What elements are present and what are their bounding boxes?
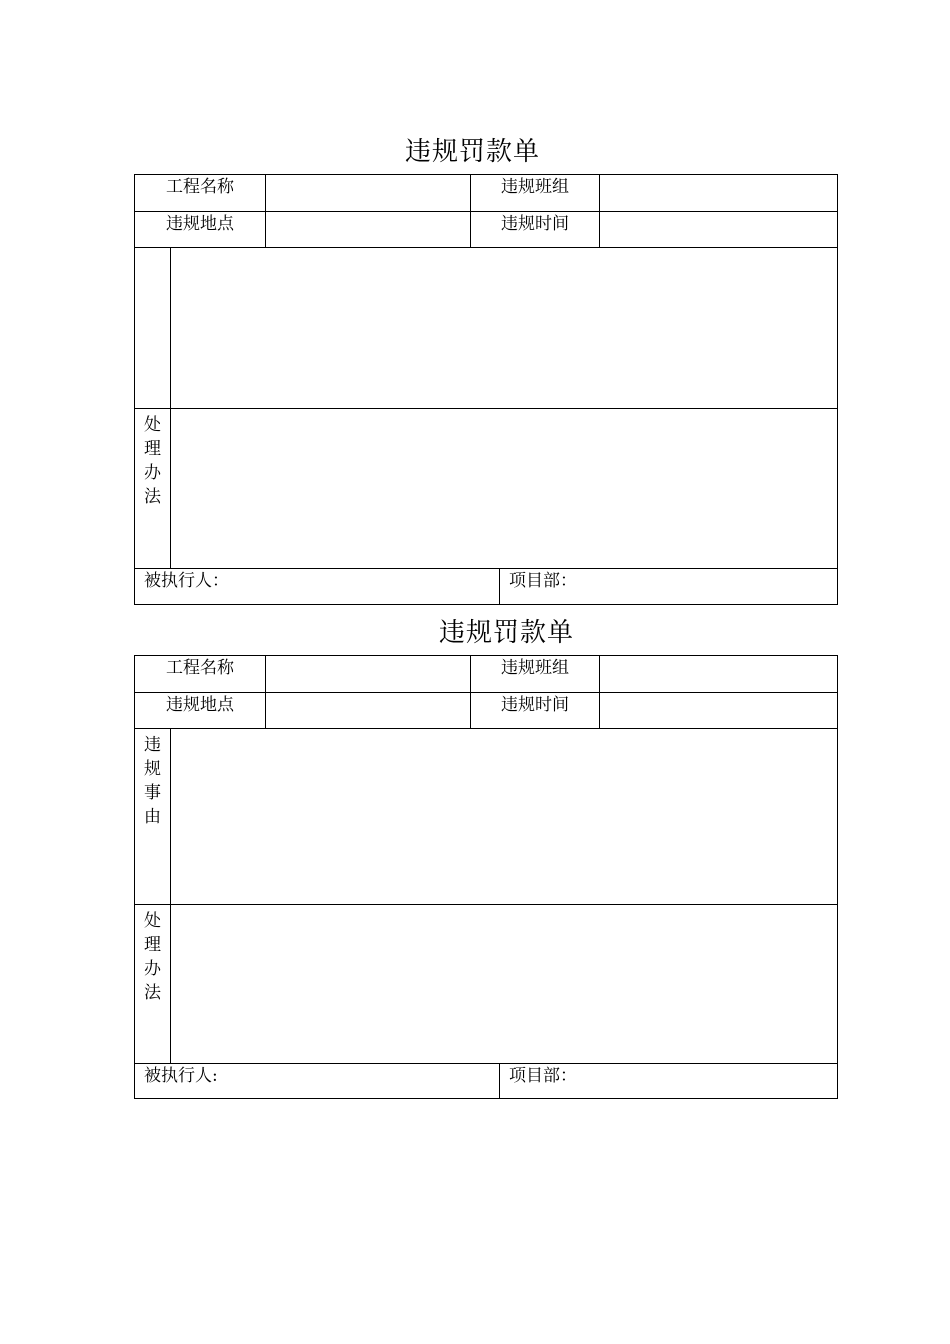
location-field[interactable] (266, 212, 471, 247)
form-title: 违规罚款单 (405, 137, 541, 167)
handling-label-char: 办 (144, 959, 161, 979)
handling-row (135, 905, 837, 1064)
project-name-field[interactable] (266, 175, 471, 211)
time-field[interactable] (600, 212, 837, 247)
handling-label (135, 409, 171, 568)
form-title: 违规罚款单 (439, 618, 575, 648)
reason-label-char: 由 (144, 807, 161, 827)
handling-field[interactable] (171, 905, 837, 1063)
handling-label-char: 处 (144, 911, 161, 931)
reason-field[interactable] (171, 729, 837, 904)
team-field[interactable] (600, 656, 837, 692)
location-field[interactable] (266, 693, 471, 728)
project-dept-label: 项目部： (509, 1066, 577, 1086)
reason-label-char: 事 (144, 783, 161, 803)
handling-label-char: 理 (144, 439, 161, 459)
reason-row (135, 248, 837, 409)
reason-row (135, 729, 837, 905)
fine-form (134, 174, 838, 605)
team-label: 违规班组 (471, 656, 600, 692)
header-row-2 (135, 212, 837, 248)
handling-label-char: 理 (144, 935, 161, 955)
project-dept-label: 项目部： (509, 571, 577, 591)
reason-label-char: 违 (144, 735, 161, 755)
reason-label (135, 729, 171, 904)
location-label: 违规地点 (135, 693, 266, 728)
time-label: 违规时间 (471, 693, 600, 728)
header-row-2 (135, 693, 837, 729)
header-row-1 (135, 656, 837, 693)
header-row-1 (135, 175, 837, 212)
executed-person-label: 被执行人： (135, 569, 500, 604)
handling-label-char: 处 (144, 415, 161, 435)
handling-label-char: 法 (144, 487, 161, 507)
handling-label-char: 法 (144, 983, 161, 1003)
fine-form (134, 655, 838, 1099)
handling-row (135, 409, 837, 569)
time-field[interactable] (600, 693, 837, 728)
team-label: 违规班组 (471, 175, 600, 211)
handling-label (135, 905, 171, 1063)
project-name-label: 工程名称 (135, 175, 266, 211)
reason-field[interactable] (171, 248, 837, 408)
reason-label (135, 248, 171, 408)
project-name-label: 工程名称 (135, 656, 266, 692)
reason-label-char: 规 (144, 759, 161, 779)
executed-person-label: 被执行人: (135, 1064, 500, 1098)
location-label: 违规地点 (135, 212, 266, 247)
time-label: 违规时间 (471, 212, 600, 247)
handling-label-char: 办 (144, 463, 161, 483)
team-field[interactable] (600, 175, 837, 211)
signature-row (135, 569, 837, 604)
project-name-field[interactable] (266, 656, 471, 692)
signature-row (135, 1064, 837, 1098)
handling-field[interactable] (171, 409, 837, 568)
